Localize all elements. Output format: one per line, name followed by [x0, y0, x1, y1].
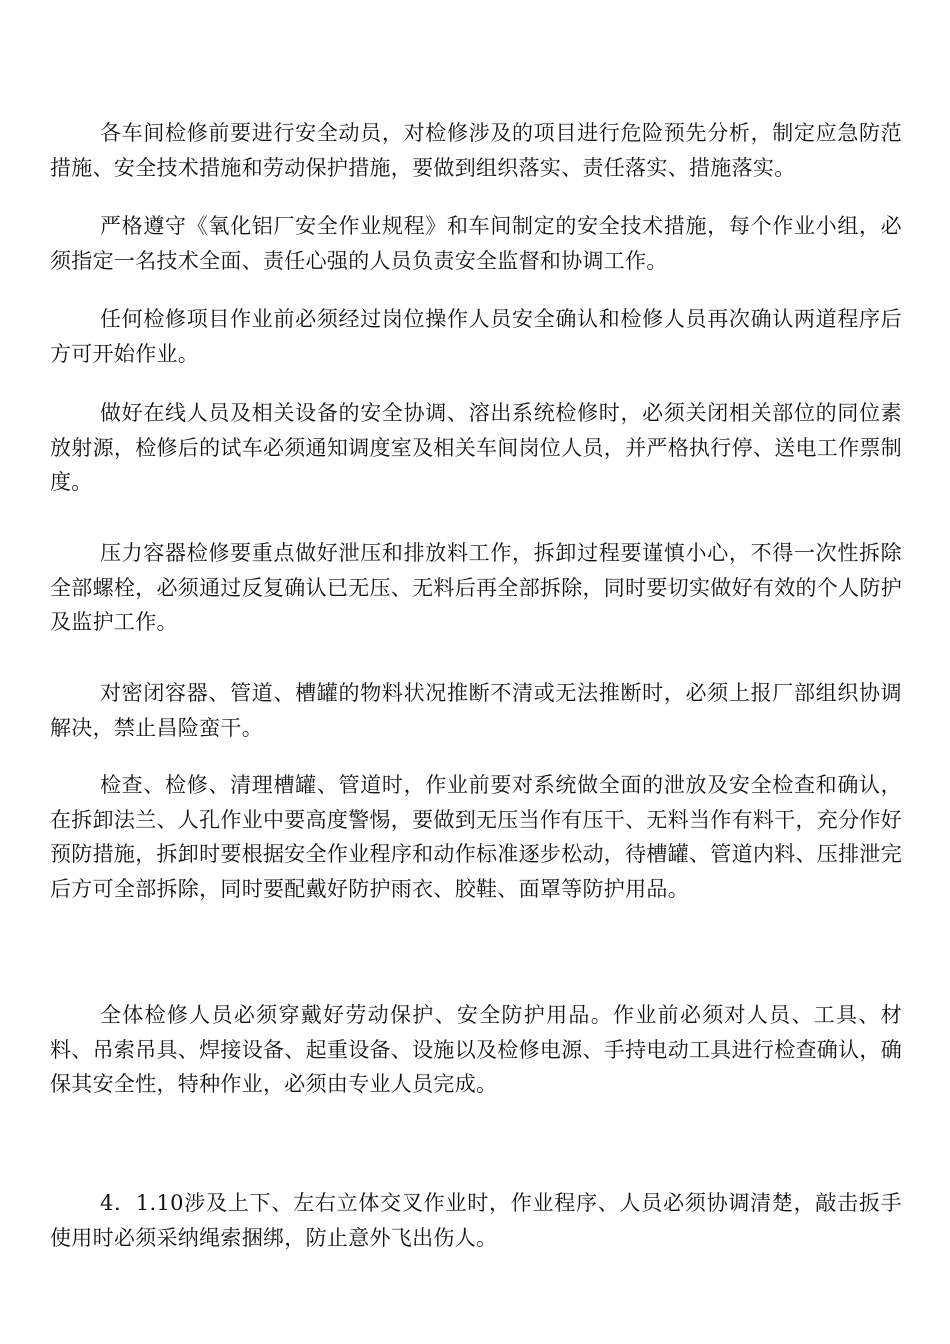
paragraph-7: 检查、检修、清理槽罐、管道时，作业前要对系统做全面的泄放及安全检查和确认，在拆卸法兰、人孔作业中要高度警惕，要做到无压当作有压干、无料当作有料干，充分作好预防措施，拆卸时要根据安全作业程序和动作标准逐步松动，待槽罐、管道内料、压排泄完后方可全部拆除，同时要配戴好防护雨衣、胶鞋、面罩等防护用品。: [50, 773, 902, 901]
paragraph-2: 严格遵守《氧化铝厂安全作业规程》和车间制定的安全技术措施，每个作业小组，必须指定一名技术全面、责任心强的人员负责安全监督和协调工作。: [50, 214, 902, 273]
paragraph-8: 全体检修人员必须穿戴好劳动保护、安全防护用品。作业前必须对人员、工具、材料、吊索吊具、焊接设备、起重设备、设施以及检修电源、手持电动工具进行检查确认，确保其安全性，特种作业，必须由专业人员完成。: [50, 1003, 902, 1096]
paragraph-9: 4．1.10涉及上下、左右立体交叉作业时，作业程序、人员必须协调清楚，敲击扳手使用时必须采纳绳索捆绑，防止意外飞出伤人。: [50, 1191, 902, 1250]
paragraph-1: 各车间检修前要进行安全动员，对检修涉及的项目进行危险预先分析，制定应急防范措施、安全技术措施和劳动保护措施，要做到组织落实、责任落实、措施落实。: [50, 121, 902, 180]
paragraph-3: 任何检修项目作业前必须经过岗位操作人员安全确认和检修人员再次确认两道程序后方可开始作业。: [50, 307, 902, 366]
paragraph-6: 对密闭容器、管道、槽罐的物料状况推断不清或无法推断时，必须上报厂部组织协调解决，禁止昌险蛮干。: [50, 681, 902, 740]
paragraph-5: 压力容器检修要重点做好泄压和排放料工作，拆卸过程要谨慎小心，不得一次性拆除全部螺栓，必须通过反复确认已无压、无料后再全部拆除，同时要切实做好有效的个人防护及监护工作。: [50, 541, 902, 634]
paragraph-4: 做好在线人员及相关设备的安全协调、溶出系统检修时，必须关闭相关部位的同位素放射源，检修后的试车必须通知调度室及相关车间岗位人员，并严格执行停、送电工作票制度。: [50, 401, 902, 494]
